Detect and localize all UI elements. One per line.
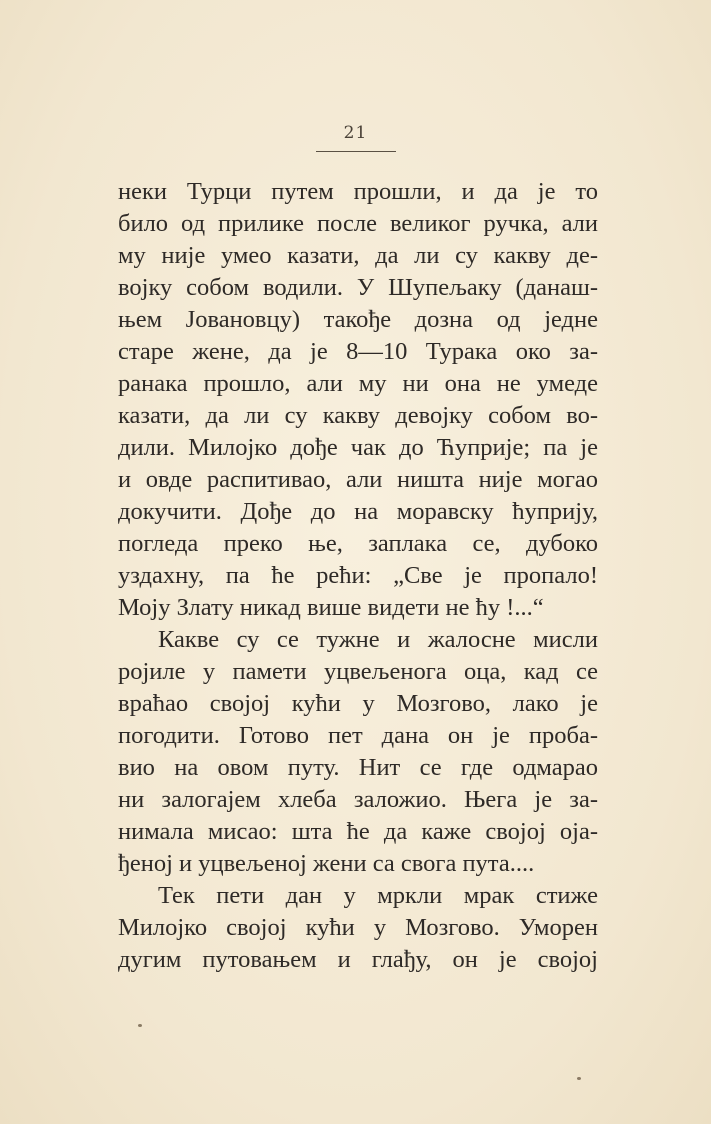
text-line: и овде распитивао, али ништа није могао: [118, 466, 598, 493]
text-line: нимала мисао: шта ће да каже својој оја-: [118, 818, 598, 845]
text-line: вио на овом путу. Нит се где одмарао: [118, 754, 598, 781]
text-line: казати, да ли су какву девојку собом во-: [118, 402, 598, 429]
text-line: Моју Злату никад више видети не ћу !...“: [118, 594, 544, 621]
page-number: 21: [343, 123, 368, 143]
text-line: ђеној и уцвељеној жени са свога пута....: [118, 850, 535, 877]
text-line: ројиле у памети уцвељенога оца, кад се: [118, 658, 598, 685]
text-line: дугим путовањем и глађу, он је својој: [118, 946, 598, 973]
text-line: ранака прошло, али му ни она не умеде: [118, 370, 598, 397]
text-line: докучити. Дође до на моравску ћуприју,: [118, 498, 598, 525]
text-line: му није умео казати, да ли су какву де-: [118, 242, 598, 269]
text-line: уздахну, па ће рећи: „Све је пропало!: [118, 562, 598, 589]
text-line: Какве су се тужне и жалосне мисли: [158, 626, 598, 653]
text-line: дили. Милојко дође чак до Ћуприје; па је: [118, 434, 598, 461]
paper-speck: [138, 1024, 142, 1027]
text-line: старе жене, да је 8—10 Турака око за-: [118, 338, 598, 365]
paper-speck: [577, 1077, 581, 1080]
text-line: погледа преко ње, заплака се, дубоко: [118, 530, 598, 557]
text-line: Тек пети дан у мркли мрак стиже: [158, 882, 598, 909]
text-line: њем Јовановцу) такође дозна од једне: [118, 306, 598, 333]
text-line: било од прилике после великог ручка, али: [118, 210, 598, 237]
text-line: ни залогајем хлеба заложио. Њега је за-: [118, 786, 598, 813]
text-line: Милојко својој кући у Мозгово. Уморен: [118, 914, 598, 941]
header-rule: [316, 151, 396, 152]
text-line: погодити. Готово пет дана он је проба-: [118, 722, 598, 749]
text-line: војку собом водили. У Шупељаку (данаш-: [118, 274, 598, 301]
text-line: враћао својој кући у Мозгово, лако је: [118, 690, 598, 717]
text-line: неки Турци путем прошли, и да је то: [118, 178, 598, 205]
